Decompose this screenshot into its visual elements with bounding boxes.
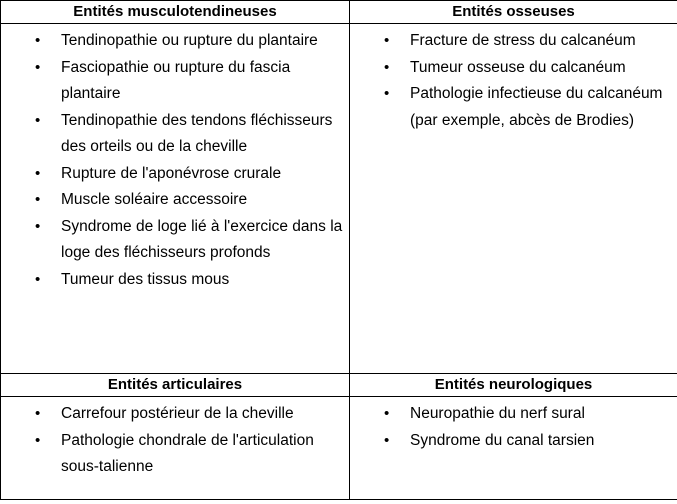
header-osseous: Entités osseuses — [350, 1, 677, 24]
list-item-text: Tumeur osseuse du calcanéum — [410, 58, 626, 76]
list-item-text: Neuropathie du nerf sural — [410, 405, 585, 422]
cell-musculotendinous — [1, 24, 350, 374]
bullet-icon: • — [384, 431, 390, 449]
list-osseous — [350, 24, 677, 134]
cell-osseous — [350, 24, 677, 374]
list-item — [1, 214, 349, 267]
header-neurological: Entités neurologiques — [350, 374, 677, 397]
list-item — [350, 401, 677, 428]
cell-neurological — [350, 397, 677, 500]
list-item-text: Muscle soléaire accessoire — [61, 191, 248, 208]
header-row-top — [1, 1, 677, 24]
list-articular — [1, 397, 349, 481]
bullet-icon: • — [384, 58, 390, 76]
list-item-text: Tumeur des tissus mous — [61, 270, 230, 288]
list-item-text: Pathologie infectieuse du calcanéum (par exemple, abcès de Brodies) — [410, 85, 663, 129]
header-row-bottom — [1, 374, 677, 397]
list-item — [1, 267, 349, 294]
bullet-icon: • — [35, 164, 41, 182]
header-musculotendinous: Entités musculotendineuses — [1, 1, 350, 24]
list-item — [350, 428, 677, 455]
body-row-bottom — [1, 397, 677, 500]
list-item — [350, 81, 677, 134]
list-item — [1, 161, 349, 188]
header-articular: Entités articulaires — [1, 374, 350, 397]
list-item-text: Carrefour postérieur de la cheville — [61, 405, 294, 422]
list-item-text: Pathologie chondrale de l'articulation sous-talienne — [61, 431, 314, 475]
bullet-icon: • — [35, 111, 41, 129]
list-item — [1, 55, 349, 108]
bullet-icon: • — [384, 32, 390, 49]
list-item-text: Rupture de l'aponévrose crurale — [61, 164, 282, 182]
list-item — [1, 187, 349, 214]
bullet-icon: • — [35, 191, 41, 208]
cell-articular — [1, 397, 350, 500]
list-item — [350, 28, 677, 55]
list-item — [350, 55, 677, 82]
bullet-icon: • — [35, 405, 41, 422]
bullet-icon: • — [35, 270, 41, 288]
bullet-icon: • — [35, 217, 41, 235]
list-item-text: Syndrome de loge lié à l'exercice dans la loge des fléchisseurs profonds — [61, 217, 343, 261]
list-item-text: Fasciopathie ou rupture du fascia plantaire — [61, 58, 291, 102]
bullet-icon: • — [35, 58, 41, 76]
list-item — [1, 428, 349, 481]
list-item-text: Fracture de stress du calcanéum — [410, 32, 636, 49]
list-item-text: Tendinopathie des tendons fléchisseurs des orteils ou de la cheville — [61, 111, 333, 155]
bullet-icon: • — [35, 32, 41, 49]
list-item-text: Tendinopathie ou rupture du plantaire — [61, 32, 318, 49]
list-item — [1, 108, 349, 161]
list-musculotendinous — [1, 24, 349, 293]
list-item — [1, 401, 349, 428]
bullet-icon: • — [384, 85, 390, 102]
list-item-text: Syndrome du canal tarsien — [410, 431, 595, 449]
list-item — [1, 28, 349, 55]
body-row-top — [1, 24, 677, 374]
list-neurological — [350, 397, 677, 454]
bullet-icon: • — [384, 405, 390, 422]
bullet-icon: • — [35, 431, 41, 449]
